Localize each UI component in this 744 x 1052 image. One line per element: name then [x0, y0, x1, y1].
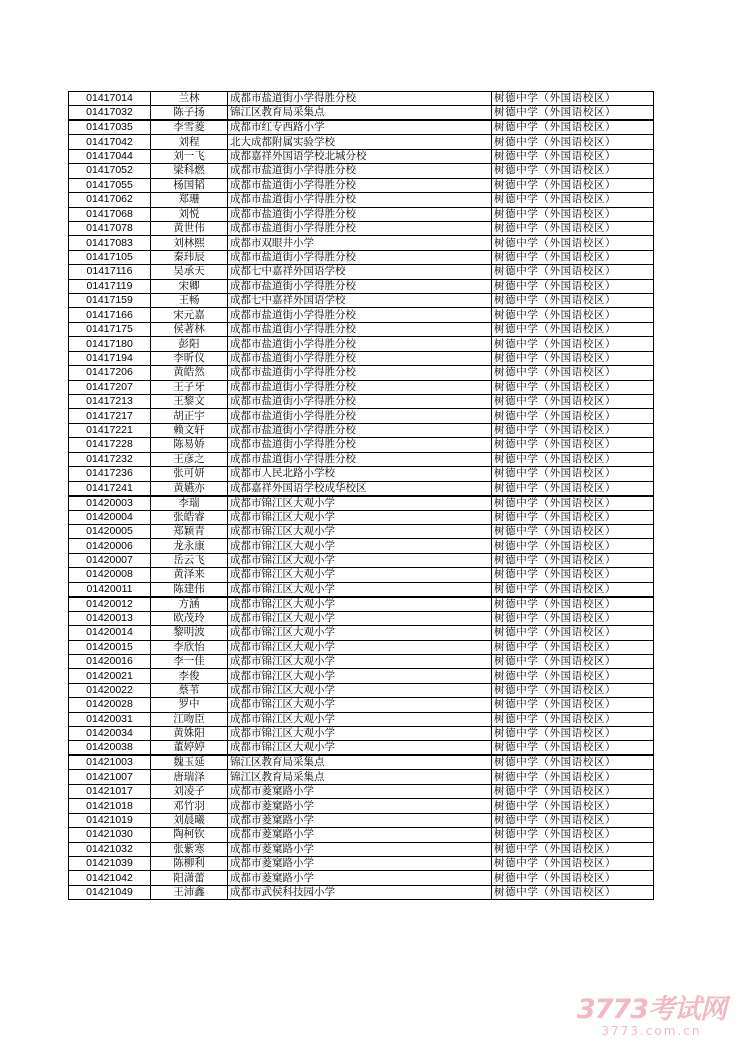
- admitted-school-cell: 树德中学（外国语校区）: [492, 755, 654, 770]
- table-row: [69, 755, 654, 770]
- student-name-cell: 张紫寒: [151, 842, 228, 856]
- student-name-cell: 黄泽来: [151, 568, 228, 582]
- table-row: [69, 294, 654, 308]
- admitted-school-cell: 树德中学（外国语校区）: [492, 784, 654, 798]
- admitted-school-cell: 树德中学（外国语校区）: [492, 510, 654, 524]
- admitted-school-cell: 树德中学（外国语校区）: [492, 467, 654, 481]
- table-row: [69, 539, 654, 553]
- student-name-cell: 刘程: [151, 135, 228, 149]
- table-row: [69, 322, 654, 336]
- admitted-school-cell: 树德中学（外国语校区）: [492, 654, 654, 668]
- admitted-school-cell: 树德中学（外国语校区）: [492, 481, 654, 496]
- student-id-cell: 01420015: [69, 640, 151, 654]
- student-id-cell: 01417175: [69, 322, 151, 336]
- source-school-cell: 成都七中嘉祥外国语学校: [228, 265, 492, 279]
- source-school-cell: 北大成都附属实验学校: [228, 135, 492, 149]
- student-name-cell: 秦玮辰: [151, 250, 228, 264]
- student-id-cell: 01421003: [69, 755, 151, 770]
- table-row: [69, 510, 654, 524]
- source-school-cell: 成都七中嘉祥外国语学校: [228, 294, 492, 308]
- admitted-school-cell: 树德中学（外国语校区）: [492, 770, 654, 784]
- student-name-cell: 刘晨曦: [151, 813, 228, 827]
- table-row: [69, 351, 654, 365]
- source-school-cell: 成都市锦江区大观小学: [228, 712, 492, 726]
- table-row: [69, 712, 654, 726]
- admitted-school-cell: 树德中学（外国语校区）: [492, 380, 654, 394]
- table-row: [69, 380, 654, 394]
- table-row: [69, 784, 654, 798]
- admitted-school-cell: 树德中学（外国语校区）: [492, 524, 654, 538]
- student-name-cell: 张皓睿: [151, 510, 228, 524]
- student-name-cell: 吴承天: [151, 265, 228, 279]
- table-row: [69, 582, 654, 597]
- table-row: [69, 568, 654, 582]
- admitted-school-cell: 树德中学（外国语校区）: [492, 423, 654, 437]
- admitted-school-cell: 树德中学（外国语校区）: [492, 135, 654, 149]
- student-name-cell: 宋元嘉: [151, 308, 228, 322]
- student-id-cell: 01421039: [69, 856, 151, 870]
- student-name-cell: 方涵: [151, 597, 228, 612]
- student-name-cell: 魏玉延: [151, 755, 228, 770]
- student-id-cell: 01417035: [69, 120, 151, 135]
- source-school-cell: 成都市锦江区大观小学: [228, 524, 492, 538]
- student-name-cell: 兰林: [151, 92, 228, 106]
- student-name-cell: 阳潇蕾: [151, 871, 228, 885]
- admitted-school-cell: 树德中学（外国语校区）: [492, 611, 654, 625]
- table-row: [69, 164, 654, 178]
- student-id-cell: 01421042: [69, 871, 151, 885]
- student-name-cell: 刘一飞: [151, 149, 228, 163]
- table-row: [69, 842, 654, 856]
- admitted-school-cell: 树德中学（外国语校区）: [492, 106, 654, 121]
- source-school-cell: 成都市菱窠路小学: [228, 784, 492, 798]
- table-row: [69, 92, 654, 106]
- table-row: [69, 553, 654, 567]
- student-id-cell: 01417159: [69, 294, 151, 308]
- source-school-cell: 成都市菱窠路小学: [228, 813, 492, 827]
- table-row: [69, 799, 654, 813]
- admitted-school-cell: 树德中学（外国语校区）: [492, 856, 654, 870]
- source-school-cell: 成都市盐道街小学得胜分校: [228, 337, 492, 351]
- source-school-cell: 成都市锦江区大观小学: [228, 568, 492, 582]
- admitted-school-cell: 树德中学（外国语校区）: [492, 741, 654, 756]
- source-school-cell: 成都市盐道街小学得胜分校: [228, 395, 492, 409]
- source-school-cell: 锦江区教育局采集点: [228, 770, 492, 784]
- admitted-school-cell: 树德中学（外国语校区）: [492, 582, 654, 597]
- source-school-cell: 成都市锦江区大观小学: [228, 611, 492, 625]
- admitted-school-cell: 树德中学（外国语校区）: [492, 712, 654, 726]
- table-row: [69, 727, 654, 741]
- student-name-cell: 陈子扬: [151, 106, 228, 121]
- admitted-school-cell: 树德中学（外国语校区）: [492, 669, 654, 683]
- admitted-school-cell: 树德中学（外国语校区）: [492, 799, 654, 813]
- student-id-cell: 01420031: [69, 712, 151, 726]
- admission-table: [68, 91, 654, 900]
- source-school-cell: 成都市锦江区大观小学: [228, 582, 492, 597]
- student-name-cell: 胡正宇: [151, 409, 228, 423]
- student-id-cell: 01420034: [69, 727, 151, 741]
- source-school-cell: 成都市盐道街小学得胜分校: [228, 92, 492, 106]
- student-id-cell: 01417166: [69, 308, 151, 322]
- student-id-cell: 01420021: [69, 669, 151, 683]
- source-school-cell: 成都市锦江区大观小学: [228, 654, 492, 668]
- admitted-school-cell: 树德中学（外国语校区）: [492, 395, 654, 409]
- source-school-cell: 成都市锦江区大观小学: [228, 727, 492, 741]
- site-watermark: [577, 996, 726, 1038]
- student-name-cell: 陈柳利: [151, 856, 228, 870]
- source-school-cell: 成都市人民北路小学校: [228, 467, 492, 481]
- table-row: [69, 409, 654, 423]
- source-school-cell: 成都市盐道街小学得胜分校: [228, 164, 492, 178]
- source-school-cell: 成都嘉祥外国语学校成华校区: [228, 481, 492, 496]
- table-row: [69, 193, 654, 207]
- student-name-cell: 彭阳: [151, 337, 228, 351]
- student-id-cell: 01420006: [69, 539, 151, 553]
- admitted-school-cell: 树德中学（外国语校区）: [492, 438, 654, 452]
- student-name-cell: 赖文轩: [151, 423, 228, 437]
- admitted-school-cell: 树德中学（外国语校区）: [492, 626, 654, 640]
- admitted-school-cell: 树德中学（外国语校区）: [492, 553, 654, 567]
- admitted-school-cell: 树德中学（外国语校区）: [492, 279, 654, 293]
- student-id-cell: 01421049: [69, 885, 151, 899]
- admitted-school-cell: 树德中学（外国语校区）: [492, 885, 654, 899]
- student-name-cell: 李瑞: [151, 496, 228, 511]
- source-school-cell: 成都市菱窠路小学: [228, 856, 492, 870]
- source-school-cell: 成都市菱窠路小学: [228, 842, 492, 856]
- source-school-cell: 成都市锦江区大观小学: [228, 553, 492, 567]
- student-name-cell: 黄姝阳: [151, 727, 228, 741]
- source-school-cell: 成都市盐道街小学得胜分校: [228, 409, 492, 423]
- student-name-cell: 罗中: [151, 698, 228, 712]
- admitted-school-cell: 树德中学（外国语校区）: [492, 236, 654, 250]
- watermark-logo: 3773考试网: [576, 994, 726, 1025]
- student-name-cell: 王彦之: [151, 452, 228, 466]
- table-row: [69, 120, 654, 135]
- table-row: [69, 885, 654, 899]
- student-id-cell: 01417241: [69, 481, 151, 496]
- student-name-cell: 侯著林: [151, 322, 228, 336]
- table-row: [69, 438, 654, 452]
- source-school-cell: 锦江区教育局采集点: [228, 106, 492, 121]
- source-school-cell: 成都市盐道街小学得胜分校: [228, 221, 492, 235]
- student-name-cell: 王子牙: [151, 380, 228, 394]
- student-name-cell: 李欣怡: [151, 640, 228, 654]
- student-id-cell: 01420012: [69, 597, 151, 612]
- admitted-school-cell: 树德中学（外国语校区）: [492, 221, 654, 235]
- source-school-cell: 成都市盐道街小学得胜分校: [228, 178, 492, 192]
- student-name-cell: 刘林熙: [151, 236, 228, 250]
- student-id-cell: 01417042: [69, 135, 151, 149]
- student-id-cell: 01417213: [69, 395, 151, 409]
- source-school-cell: 成都市锦江区大观小学: [228, 496, 492, 511]
- student-id-cell: 01420014: [69, 626, 151, 640]
- admitted-school-cell: 树德中学（外国语校区）: [492, 351, 654, 365]
- source-school-cell: 成都市锦江区大观小学: [228, 683, 492, 697]
- admitted-school-cell: 树德中学（外国语校区）: [492, 568, 654, 582]
- admitted-school-cell: 树德中学（外国语校区）: [492, 92, 654, 106]
- table-row: [69, 813, 654, 827]
- table-row: [69, 395, 654, 409]
- admission-table-body: [69, 92, 654, 900]
- table-row: [69, 337, 654, 351]
- source-school-cell: 成都市锦江区大观小学: [228, 597, 492, 612]
- student-name-cell: 唐瑞泽: [151, 770, 228, 784]
- admitted-school-cell: 树德中学（外国语校区）: [492, 698, 654, 712]
- table-row: [69, 423, 654, 437]
- source-school-cell: 成都市盐道街小学得胜分校: [228, 193, 492, 207]
- table-row: [69, 770, 654, 784]
- table-row: [69, 496, 654, 511]
- student-id-cell: 01420007: [69, 553, 151, 567]
- source-school-cell: 成都市锦江区大观小学: [228, 640, 492, 654]
- student-id-cell: 01417044: [69, 149, 151, 163]
- table-row: [69, 481, 654, 496]
- source-school-cell: 成都市菱窠路小学: [228, 828, 492, 842]
- table-row: [69, 611, 654, 625]
- table-row: [69, 236, 654, 250]
- student-name-cell: 江吻臣: [151, 712, 228, 726]
- source-school-cell: 成都市锦江区大观小学: [228, 539, 492, 553]
- source-school-cell: 成都市锦江区大观小学: [228, 669, 492, 683]
- table-row: [69, 683, 654, 697]
- source-school-cell: 成都市菱窠路小学: [228, 799, 492, 813]
- student-id-cell: 01420008: [69, 568, 151, 582]
- table-row: [69, 265, 654, 279]
- student-id-cell: 01417032: [69, 106, 151, 121]
- student-id-cell: 01421030: [69, 828, 151, 842]
- student-name-cell: 王沛鑫: [151, 885, 228, 899]
- table-row: [69, 308, 654, 322]
- student-name-cell: 黄嬿亦: [151, 481, 228, 496]
- student-name-cell: 李一佳: [151, 654, 228, 668]
- student-name-cell: 邓竹羽: [151, 799, 228, 813]
- student-name-cell: 李雪菱: [151, 120, 228, 135]
- admitted-school-cell: 树德中学（外国语校区）: [492, 640, 654, 654]
- admitted-school-cell: 树德中学（外国语校区）: [492, 193, 654, 207]
- student-name-cell: 李俊: [151, 669, 228, 683]
- student-id-cell: 01420013: [69, 611, 151, 625]
- table-row: [69, 452, 654, 466]
- table-row: [69, 279, 654, 293]
- source-school-cell: 成都市盐道街小学得胜分校: [228, 250, 492, 264]
- admitted-school-cell: 树德中学（外国语校区）: [492, 409, 654, 423]
- admitted-school-cell: 树德中学（外国语校区）: [492, 842, 654, 856]
- student-name-cell: 刘凌子: [151, 784, 228, 798]
- student-name-cell: 董婷婷: [151, 741, 228, 756]
- student-name-cell: 陈易娇: [151, 438, 228, 452]
- watermark-url: 3773.com.cn: [601, 1024, 702, 1038]
- student-id-cell: 01421007: [69, 770, 151, 784]
- student-name-cell: 黄皓然: [151, 366, 228, 380]
- student-name-cell: 陶柯钦: [151, 828, 228, 842]
- admitted-school-cell: 树德中学（外国语校区）: [492, 308, 654, 322]
- admitted-school-cell: 树德中学（外国语校区）: [492, 294, 654, 308]
- source-school-cell: 成都市盐道街小学得胜分校: [228, 207, 492, 221]
- source-school-cell: 成都市双眼井小学: [228, 236, 492, 250]
- student-name-cell: 宋卿: [151, 279, 228, 293]
- source-school-cell: 成都市盐道街小学得胜分校: [228, 308, 492, 322]
- student-name-cell: 李昕仪: [151, 351, 228, 365]
- student-id-cell: 01420005: [69, 524, 151, 538]
- student-id-cell: 01417055: [69, 178, 151, 192]
- student-name-cell: 岳云飞: [151, 553, 228, 567]
- student-id-cell: 01417078: [69, 221, 151, 235]
- table-row: [69, 626, 654, 640]
- admitted-school-cell: 树德中学（外国语校区）: [492, 871, 654, 885]
- source-school-cell: 成都市锦江区大观小学: [228, 510, 492, 524]
- table-row: [69, 178, 654, 192]
- source-school-cell: 成都市盐道街小学得胜分校: [228, 351, 492, 365]
- student-name-cell: 郑颖青: [151, 524, 228, 538]
- student-id-cell: 01417062: [69, 193, 151, 207]
- admitted-school-cell: 树德中学（外国语校区）: [492, 207, 654, 221]
- student-name-cell: 张可妍: [151, 467, 228, 481]
- student-name-cell: 蔡苇: [151, 683, 228, 697]
- source-school-cell: 成都市盐道街小学得胜分校: [228, 452, 492, 466]
- student-name-cell: 陈建伟: [151, 582, 228, 597]
- student-name-cell: 黎明波: [151, 626, 228, 640]
- student-id-cell: 01417194: [69, 351, 151, 365]
- admitted-school-cell: 树德中学（外国语校区）: [492, 120, 654, 135]
- student-id-cell: 01420038: [69, 741, 151, 756]
- student-id-cell: 01421017: [69, 784, 151, 798]
- admitted-school-cell: 树德中学（外国语校区）: [492, 828, 654, 842]
- student-id-cell: 01417221: [69, 423, 151, 437]
- table-row: [69, 135, 654, 149]
- admitted-school-cell: 树德中学（外国语校区）: [492, 250, 654, 264]
- table-row: [69, 366, 654, 380]
- student-id-cell: 01417217: [69, 409, 151, 423]
- admitted-school-cell: 树德中学（外国语校区）: [492, 813, 654, 827]
- admitted-school-cell: 树德中学（外国语校区）: [492, 683, 654, 697]
- admitted-school-cell: 树德中学（外国语校区）: [492, 452, 654, 466]
- student-id-cell: 01417014: [69, 92, 151, 106]
- student-name-cell: 王畅: [151, 294, 228, 308]
- student-id-cell: 01417206: [69, 366, 151, 380]
- student-name-cell: 欧茂玲: [151, 611, 228, 625]
- table-row: [69, 149, 654, 163]
- source-school-cell: 成都市盐道街小学得胜分校: [228, 279, 492, 293]
- student-id-cell: 01421032: [69, 842, 151, 856]
- student-id-cell: 01420022: [69, 683, 151, 697]
- student-id-cell: 01421018: [69, 799, 151, 813]
- admitted-school-cell: 树德中学（外国语校区）: [492, 164, 654, 178]
- student-id-cell: 01421019: [69, 813, 151, 827]
- admitted-school-cell: 树德中学（外国语校区）: [492, 337, 654, 351]
- source-school-cell: 成都市红专西路小学: [228, 120, 492, 135]
- admitted-school-cell: 树德中学（外国语校区）: [492, 727, 654, 741]
- table-row: [69, 467, 654, 481]
- source-school-cell: 成都市盐道街小学得胜分校: [228, 438, 492, 452]
- source-school-cell: 成都市武侯科技园小学: [228, 885, 492, 899]
- table-row: [69, 871, 654, 885]
- admitted-school-cell: 树德中学（外国语校区）: [492, 539, 654, 553]
- student-id-cell: 01417083: [69, 236, 151, 250]
- student-id-cell: 01417105: [69, 250, 151, 264]
- table-row: [69, 654, 654, 668]
- source-school-cell: 成都市盐道街小学得胜分校: [228, 322, 492, 336]
- student-id-cell: 01417228: [69, 438, 151, 452]
- student-id-cell: 01420028: [69, 698, 151, 712]
- student-id-cell: 01420016: [69, 654, 151, 668]
- admitted-school-cell: 树德中学（外国语校区）: [492, 149, 654, 163]
- table-row: [69, 698, 654, 712]
- table-row: [69, 207, 654, 221]
- student-id-cell: 01417236: [69, 467, 151, 481]
- admitted-school-cell: 树德中学（外国语校区）: [492, 322, 654, 336]
- table-row: [69, 741, 654, 756]
- student-id-cell: 01417232: [69, 452, 151, 466]
- source-school-cell: 成都市盐道街小学得胜分校: [228, 423, 492, 437]
- table-row: [69, 106, 654, 121]
- admitted-school-cell: 树德中学（外国语校区）: [492, 178, 654, 192]
- source-school-cell: 成都市盐道街小学得胜分校: [228, 380, 492, 394]
- student-id-cell: 01420004: [69, 510, 151, 524]
- student-name-cell: 杨国韬: [151, 178, 228, 192]
- student-name-cell: 郑珊: [151, 193, 228, 207]
- table-row: [69, 640, 654, 654]
- student-id-cell: 01420011: [69, 582, 151, 597]
- source-school-cell: 成都市锦江区大观小学: [228, 698, 492, 712]
- source-school-cell: 锦江区教育局采集点: [228, 755, 492, 770]
- source-school-cell: 成都嘉祥外国语学校北城分校: [228, 149, 492, 163]
- student-id-cell: 01417052: [69, 164, 151, 178]
- table-row: [69, 856, 654, 870]
- admitted-school-cell: 树德中学（外国语校区）: [492, 597, 654, 612]
- admitted-school-cell: 树德中学（外国语校区）: [492, 496, 654, 511]
- admitted-school-cell: 树德中学（外国语校区）: [492, 366, 654, 380]
- table-row: [69, 828, 654, 842]
- table-row: [69, 597, 654, 612]
- student-id-cell: 01417119: [69, 279, 151, 293]
- table-row: [69, 524, 654, 538]
- student-id-cell: 01417207: [69, 380, 151, 394]
- student-name-cell: 王黎文: [151, 395, 228, 409]
- table-row: [69, 221, 654, 235]
- student-id-cell: 01417180: [69, 337, 151, 351]
- source-school-cell: 成都市锦江区大观小学: [228, 741, 492, 756]
- student-name-cell: 黄世伟: [151, 221, 228, 235]
- source-school-cell: 成都市菱窠路小学: [228, 871, 492, 885]
- student-id-cell: 01417116: [69, 265, 151, 279]
- source-school-cell: 成都市锦江区大观小学: [228, 626, 492, 640]
- source-school-cell: 成都市盐道街小学得胜分校: [228, 366, 492, 380]
- student-id-cell: 01417068: [69, 207, 151, 221]
- table-row: [69, 669, 654, 683]
- student-name-cell: 龙永康: [151, 539, 228, 553]
- student-id-cell: 01420003: [69, 496, 151, 511]
- student-name-cell: 刘悦: [151, 207, 228, 221]
- table-row: [69, 250, 654, 264]
- admitted-school-cell: 树德中学（外国语校区）: [492, 265, 654, 279]
- student-name-cell: 梁科燃: [151, 164, 228, 178]
